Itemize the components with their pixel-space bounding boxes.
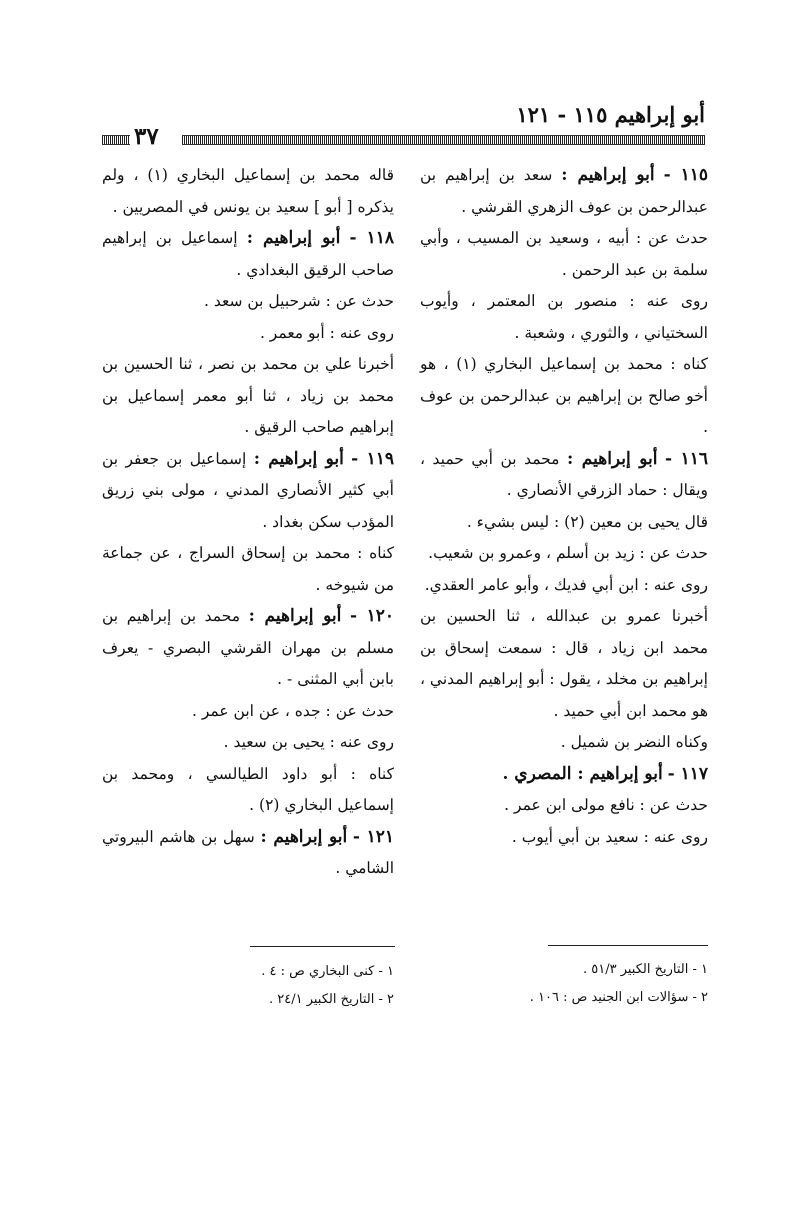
entry-text: حدث عن : شرحبيل بن سعد . (204, 292, 394, 310)
entry-kunya: أبو إبراهيم : (253, 448, 344, 469)
footnote-rule-left (250, 946, 395, 947)
entry-text: كناه : محمد بن إسماعيل البخاري (١) ، هو أخو صالح بن إبراهيم بن عبدالرحمن بن عوف . (420, 355, 708, 436)
entry-paragraph (420, 790, 708, 822)
entry-paragraph (102, 349, 394, 444)
entry-text: سهل بن هاشم البيروتي الشامي . (102, 827, 394, 877)
entry-text: محمد بن إبراهيم بن مسلم بن مهران القرشي البصري - يعرف بابن أبي المثنى - . (102, 607, 394, 688)
footnote: ٢ - سؤالات ابن الجنيد ص : ١٠٦ . (529, 990, 708, 1005)
entry-kunya: أبو إبراهيم : (260, 826, 348, 847)
entry-text: محمد بن أبي حميد ، ويقال : حماد الزرقي الأنصاري . (420, 449, 708, 499)
entry-text: روى عنه : سعيد بن أبي أيوب . (511, 827, 708, 846)
entry-text: أخبرنا علي بن محمد بن نصر ، ثنا الحسين بن محمد بن زياد ، ثنا أبو معمر إسماعيل بن إبراهيم صاحب الرقيق . (102, 355, 394, 436)
entry-text: روى عنه : ابن أبي فديك ، وأبو عامر العقدي. (424, 575, 708, 594)
entry-text: قال يحيى بن معين (٢) : ليس بشيء . (466, 512, 708, 531)
entry-paragraph (420, 349, 708, 444)
entry-text: حدث عن : جده ، عن ابن عمر . (192, 701, 394, 720)
entry-paragraph (420, 444, 708, 507)
entry-paragraph (102, 538, 394, 601)
entry-kunya: أبو إبراهيم : (561, 165, 655, 185)
entry-kunya: أبو إبراهيم : (248, 606, 342, 626)
footnote-rule-right (548, 945, 708, 946)
entry-number: ١١٦ - (665, 448, 708, 469)
entry-number: ١٢١ - (352, 826, 394, 847)
entry-text: كناه : محمد بن إسحاق السراج ، عن جماعة من شيوخه . (102, 544, 394, 594)
footnote: ١ - كنى البخاري ص : ٤ . (261, 964, 394, 979)
entry-paragraph (102, 160, 394, 223)
entry-number: ١١٨ - (349, 228, 394, 248)
entry-paragraph (420, 507, 708, 539)
footnotes-left (102, 958, 394, 1014)
header-rule (182, 135, 705, 145)
header-rule-small (102, 135, 130, 145)
entry-paragraph (102, 696, 394, 728)
entry-text: وكناه النضر بن شميل . (560, 733, 708, 751)
entry-text: حدث عن : أبيه ، وسعيد بن المسيب ، وأبي سلمة بن عبد الرحمن . (420, 229, 708, 279)
page-header (102, 102, 705, 150)
entry-text: أخبرنا عمرو بن عبدالله ، ثنا الحسين بن محمد ابن زياد ، قال : سمعت إسحاق بن إبراهيم بن مخلد ، يقول : أبو إبراهيم المدني ، هو محمد ابن أبي حميد . (420, 607, 708, 720)
left-column (102, 160, 394, 885)
entry-paragraph (102, 759, 394, 822)
entry-text: روى عنه : يحيى بن سعيد . (223, 733, 394, 751)
right-column (420, 160, 708, 853)
entry-text: حدث عن : زيد بن أسلم ، وعمرو بن شعيب. (428, 544, 708, 562)
entry-text: حدث عن : نافع مولى ابن عمر . (504, 796, 708, 814)
entry-number: ١١٥ - (663, 165, 708, 185)
entry-paragraph (420, 286, 708, 349)
entry-text: روى عنه : أبو معمر . (259, 323, 394, 342)
page-number: ٣٧ (134, 123, 159, 150)
entry-paragraph (102, 318, 394, 350)
entry-paragraph (420, 570, 708, 602)
entry-paragraph (420, 759, 708, 791)
running-title: أبو إبراهيم ١١٥ - ١٢١ (516, 102, 705, 127)
entry-text: قاله محمد بن إسماعيل البخاري (١) ، ولم يذكره [ أبو ] سعيد بن يونس في المصريين . (102, 166, 394, 216)
entry-number: ١١٧ - (667, 763, 708, 784)
entry-paragraph (102, 444, 394, 539)
entry-kunya: أبو إبراهيم : (246, 228, 341, 248)
entry-paragraph (420, 727, 708, 759)
entry-number: ١٢٠ - (349, 606, 394, 626)
entry-paragraph (420, 223, 708, 286)
entry-text: سعد بن إبراهيم بن عبدالرحمن بن عوف الزهري القرشي . (420, 166, 708, 216)
entry-paragraph (420, 538, 708, 570)
entry-paragraph (102, 822, 394, 885)
entry-paragraph (102, 727, 394, 759)
entry-text: كناه : أبو داود الطيالسي ، ومحمد بن إسماعيل البخاري (٢) . (102, 764, 394, 814)
footnotes-right (420, 956, 708, 1012)
entry-text: إسماعيل بن إبراهيم صاحب الرقيق البغدادي . (102, 229, 394, 279)
footnote: ٢ - التاريخ الكبير ٢٤/١ . (268, 992, 394, 1007)
entry-paragraph (420, 601, 708, 727)
entry-paragraph (102, 286, 394, 318)
entry-paragraph (102, 601, 394, 696)
entry-kunya: أبو إبراهيم : المصري . (502, 763, 663, 784)
entry-paragraph (102, 223, 394, 286)
entry-paragraph (420, 160, 708, 223)
entry-paragraph (420, 822, 708, 854)
entry-text: روى عنه : منصور بن المعتمر ، وأيوب السختياني ، والثوري ، وشعبة . (420, 292, 708, 342)
entry-number: ١١٩ - (351, 448, 394, 469)
entry-text: إسماعيل بن جعفر بن أبي كثير الأنصاري المدني ، مولى بني زريق المؤدب سكن بغداد . (102, 449, 394, 531)
footnote: ١ - التاريخ الكبير ٥١/٣ . (582, 962, 708, 977)
entry-kunya: أبو إبراهيم : (567, 448, 658, 469)
